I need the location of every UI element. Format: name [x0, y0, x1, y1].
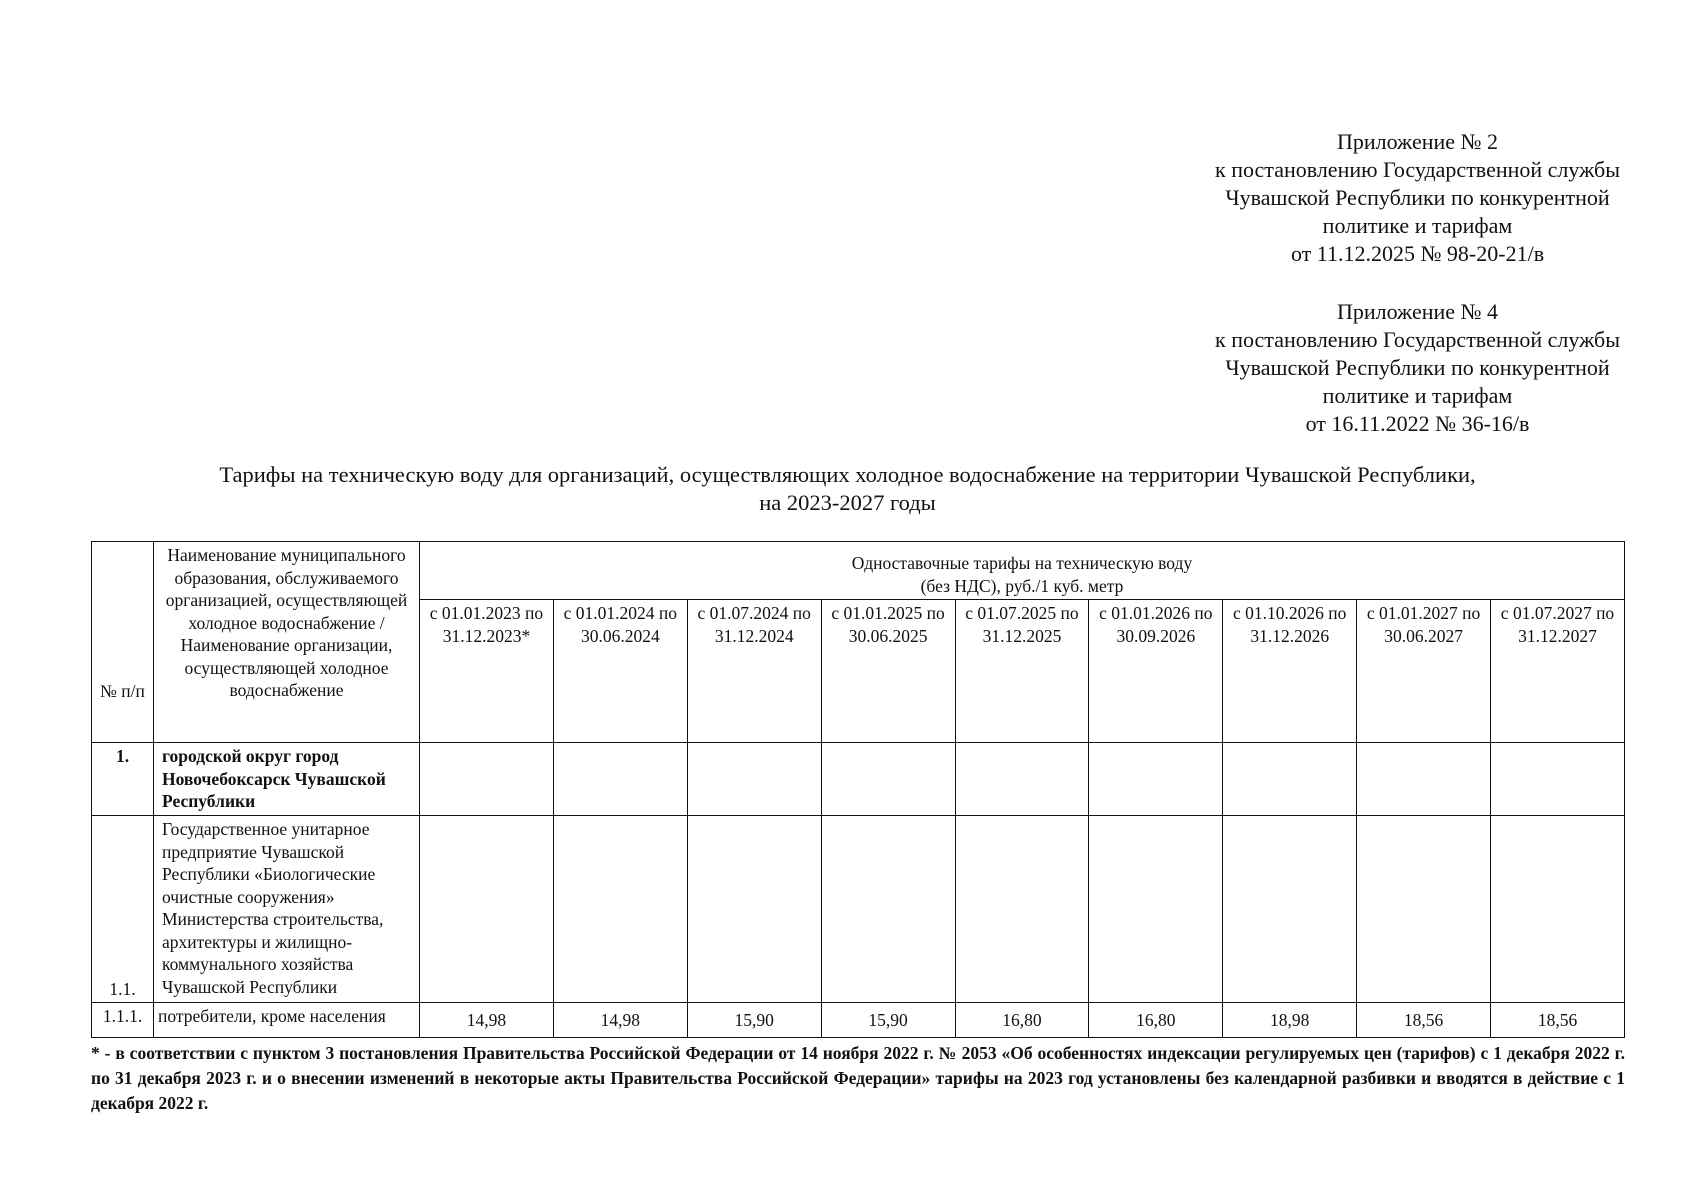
appendix-title: Приложение № 2: [1336, 129, 1499, 154]
empty-cell: [955, 743, 1089, 816]
header-period: с 01.10.2026 по 31.12.2026: [1223, 600, 1357, 743]
appendix-line: Чувашской Республики по конкурентной: [1225, 355, 1610, 380]
empty-cell: [1491, 743, 1625, 816]
empty-cell: [1089, 743, 1223, 816]
empty-cell: [687, 816, 821, 1003]
empty-cell: [420, 816, 554, 1003]
header-group-line: (без НДС), руб./1 куб. метр: [920, 575, 1124, 596]
header-period: с 01.01.2024 по 30.06.2024: [553, 600, 687, 743]
tariff-value: 15,90: [687, 1003, 821, 1038]
empty-cell: [420, 743, 554, 816]
tariffs-table: [91, 541, 1625, 1038]
empty-cell: [821, 743, 955, 816]
document-title: [0, 461, 1695, 517]
tariff-value: 18,98: [1223, 1003, 1357, 1038]
header-period: с 01.01.2025 по 30.06.2025: [821, 600, 955, 743]
table-header-row: [92, 542, 1625, 600]
row-name: потребители, кроме населения: [154, 1003, 420, 1038]
appendix-line: политике и тарифам: [1322, 383, 1513, 408]
tariff-value: 14,98: [420, 1003, 554, 1038]
tariff-value: 15,90: [821, 1003, 955, 1038]
header-period: с 01.07.2024 по 31.12.2024: [687, 600, 821, 743]
empty-cell: [821, 816, 955, 1003]
empty-cell: [955, 816, 1089, 1003]
row-name: городской округ город Новочебоксарск Чувашской Республики: [154, 743, 420, 816]
title-line: Тарифы на техническую воду для организаций, осуществляющих холодное водоснабжение на территории Чувашской Республики,: [219, 462, 1476, 487]
table-row: [92, 743, 1625, 816]
header-period: с 01.07.2025 по 31.12.2025: [955, 600, 1089, 743]
header-tariff-group: [420, 542, 1625, 600]
empty-cell: [1089, 816, 1223, 1003]
empty-cell: [1223, 743, 1357, 816]
empty-cell: [553, 743, 687, 816]
header-period: с 01.01.2023 по 31.12.2023*: [420, 600, 554, 743]
empty-cell: [1223, 816, 1357, 1003]
empty-cell: [1357, 743, 1491, 816]
row-number: 1.1.: [92, 816, 154, 1003]
header-period: с 01.01.2027 по 30.06.2027: [1357, 600, 1491, 743]
row-number: 1.: [92, 743, 154, 816]
row-name: Государственное унитарное предприятие Чувашской Республики «Биологические очистные сооружения» Министерства строительства, архитектуры и жилищно-коммунального хозяйства Чувашской Республики: [154, 816, 420, 1003]
title-line: на 2023-2027 годы: [759, 490, 936, 515]
header-group-line: Одноставочные тарифы на техническую воду: [851, 553, 1193, 573]
appendix-date: от 11.12.2025 № 98-20-21/в: [1290, 241, 1545, 266]
empty-cell: [1357, 816, 1491, 1003]
appendix-line: к постановлению Государственной службы: [1215, 327, 1620, 352]
empty-cell: [687, 743, 821, 816]
empty-cell: [553, 816, 687, 1003]
header-period: с 01.01.2026 по 30.09.2026: [1089, 600, 1223, 743]
footnote: * - в соответствии с пунктом 3 постановления Правительства Российской Федерации от 14 ноября 2022 г. № 2053 «Об особенностях индексации регулируемых цен (тарифов) с 1 декабря 2022 г. по 31 декабря 2023 г. и о внесении изменений в некоторые акты Правительства Российской Федерации» тарифы на 2023 год установлены без календарной разбивки и вводятся в действие с 1 декабря 2022 г.: [91, 1043, 1625, 1113]
tariff-value: 18,56: [1491, 1003, 1625, 1038]
tariff-value: 16,80: [955, 1003, 1089, 1038]
header-number: № п/п: [92, 542, 154, 743]
tariff-value: 14,98: [553, 1003, 687, 1038]
empty-cell: [1491, 816, 1625, 1003]
tariff-value: 16,80: [1089, 1003, 1223, 1038]
header-period: с 01.07.2027 по 31.12.2027: [1491, 600, 1625, 743]
table-row: [92, 1003, 1625, 1038]
appendix-block: [1215, 128, 1620, 268]
table-row: [92, 816, 1625, 1003]
appendix-line: политике и тарифам: [1322, 213, 1513, 238]
appendix-title: Приложение № 4: [1336, 299, 1499, 324]
appendix-block: [1215, 298, 1620, 438]
tariff-value: 18,56: [1357, 1003, 1491, 1038]
appendix-date: от 16.11.2022 № 36-16/в: [1305, 411, 1530, 436]
appendix-line: к постановлению Государственной службы: [1215, 157, 1620, 182]
row-number: 1.1.1.: [92, 1003, 154, 1038]
header-name: Наименование муниципального образования, обслуживаемого организацией, осуществляющей холодное водоснабжение / Наименование организации, осуществляющей холодное водоснабжение: [154, 542, 420, 743]
appendix-line: Чувашской Республики по конкурентной: [1225, 185, 1610, 210]
